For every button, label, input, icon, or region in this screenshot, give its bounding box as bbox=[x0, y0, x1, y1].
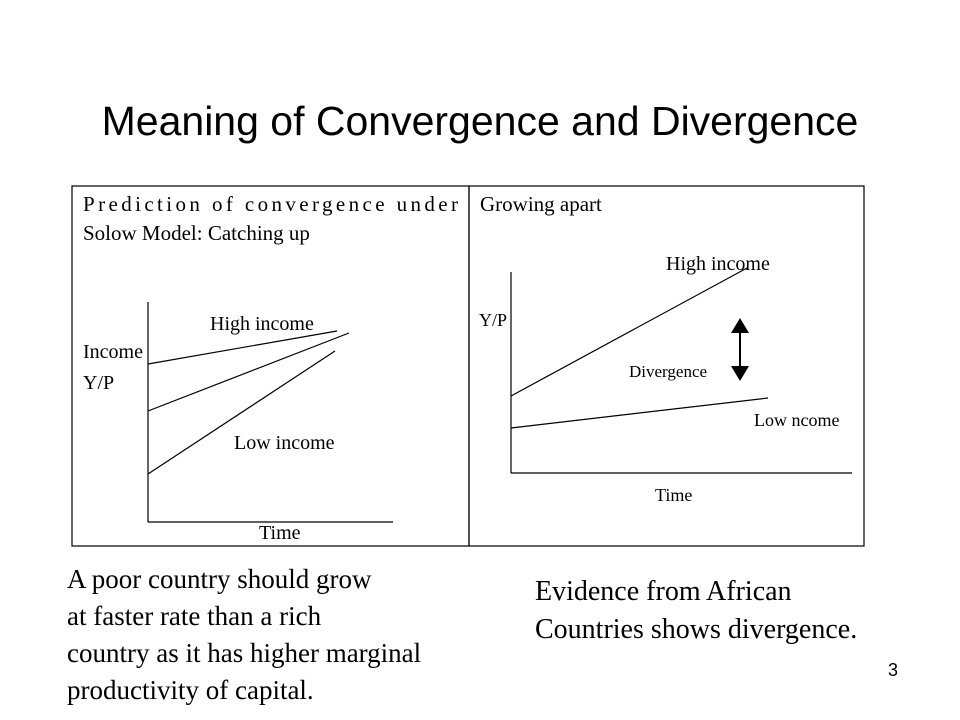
right-panel-heading: Growing apart bbox=[480, 192, 602, 216]
right-caption bbox=[535, 573, 857, 649]
divergence-label: Divergence bbox=[629, 362, 708, 381]
left-caption-line: at faster rate than a rich bbox=[67, 601, 322, 631]
right-low-income-line bbox=[511, 398, 768, 428]
slide-title: Meaning of Convergence and Divergence bbox=[101, 98, 859, 144]
left-y-axis-label-line1: Income bbox=[83, 341, 143, 363]
right-caption-line: Evidence from African bbox=[535, 576, 792, 607]
right-low-income-label: Low ncome bbox=[754, 410, 840, 430]
left-x-axis-label: Time bbox=[259, 522, 301, 544]
left-panel-heading-line1: Prediction of convergence under bbox=[83, 192, 458, 216]
left-caption-line: country as it has higher marginal bbox=[67, 638, 422, 668]
right-caption-line: Countries shows divergence. bbox=[535, 614, 858, 645]
left-y-axis-label-line2: Y/P bbox=[83, 372, 115, 394]
left-caption-line: productivity of capital. bbox=[67, 675, 314, 705]
right-y-axis-label: Y/P bbox=[479, 310, 508, 330]
left-middle-income-line bbox=[148, 333, 349, 411]
right-high-income-label: High income bbox=[666, 253, 770, 275]
page-number: 3 bbox=[888, 660, 899, 680]
left-caption-line: A poor country should grow bbox=[67, 564, 372, 594]
left-high-income-line bbox=[148, 331, 337, 364]
left-low-income-line bbox=[148, 351, 335, 474]
left-caption bbox=[67, 561, 421, 709]
right-x-axis-label: Time bbox=[655, 485, 693, 505]
left-low-income-label: Low income bbox=[234, 432, 335, 454]
left-panel-heading-line2: Solow Model: Catching up bbox=[83, 221, 310, 245]
left-high-income-label: High income bbox=[210, 313, 314, 335]
divergence-arrow-icon bbox=[731, 318, 749, 381]
